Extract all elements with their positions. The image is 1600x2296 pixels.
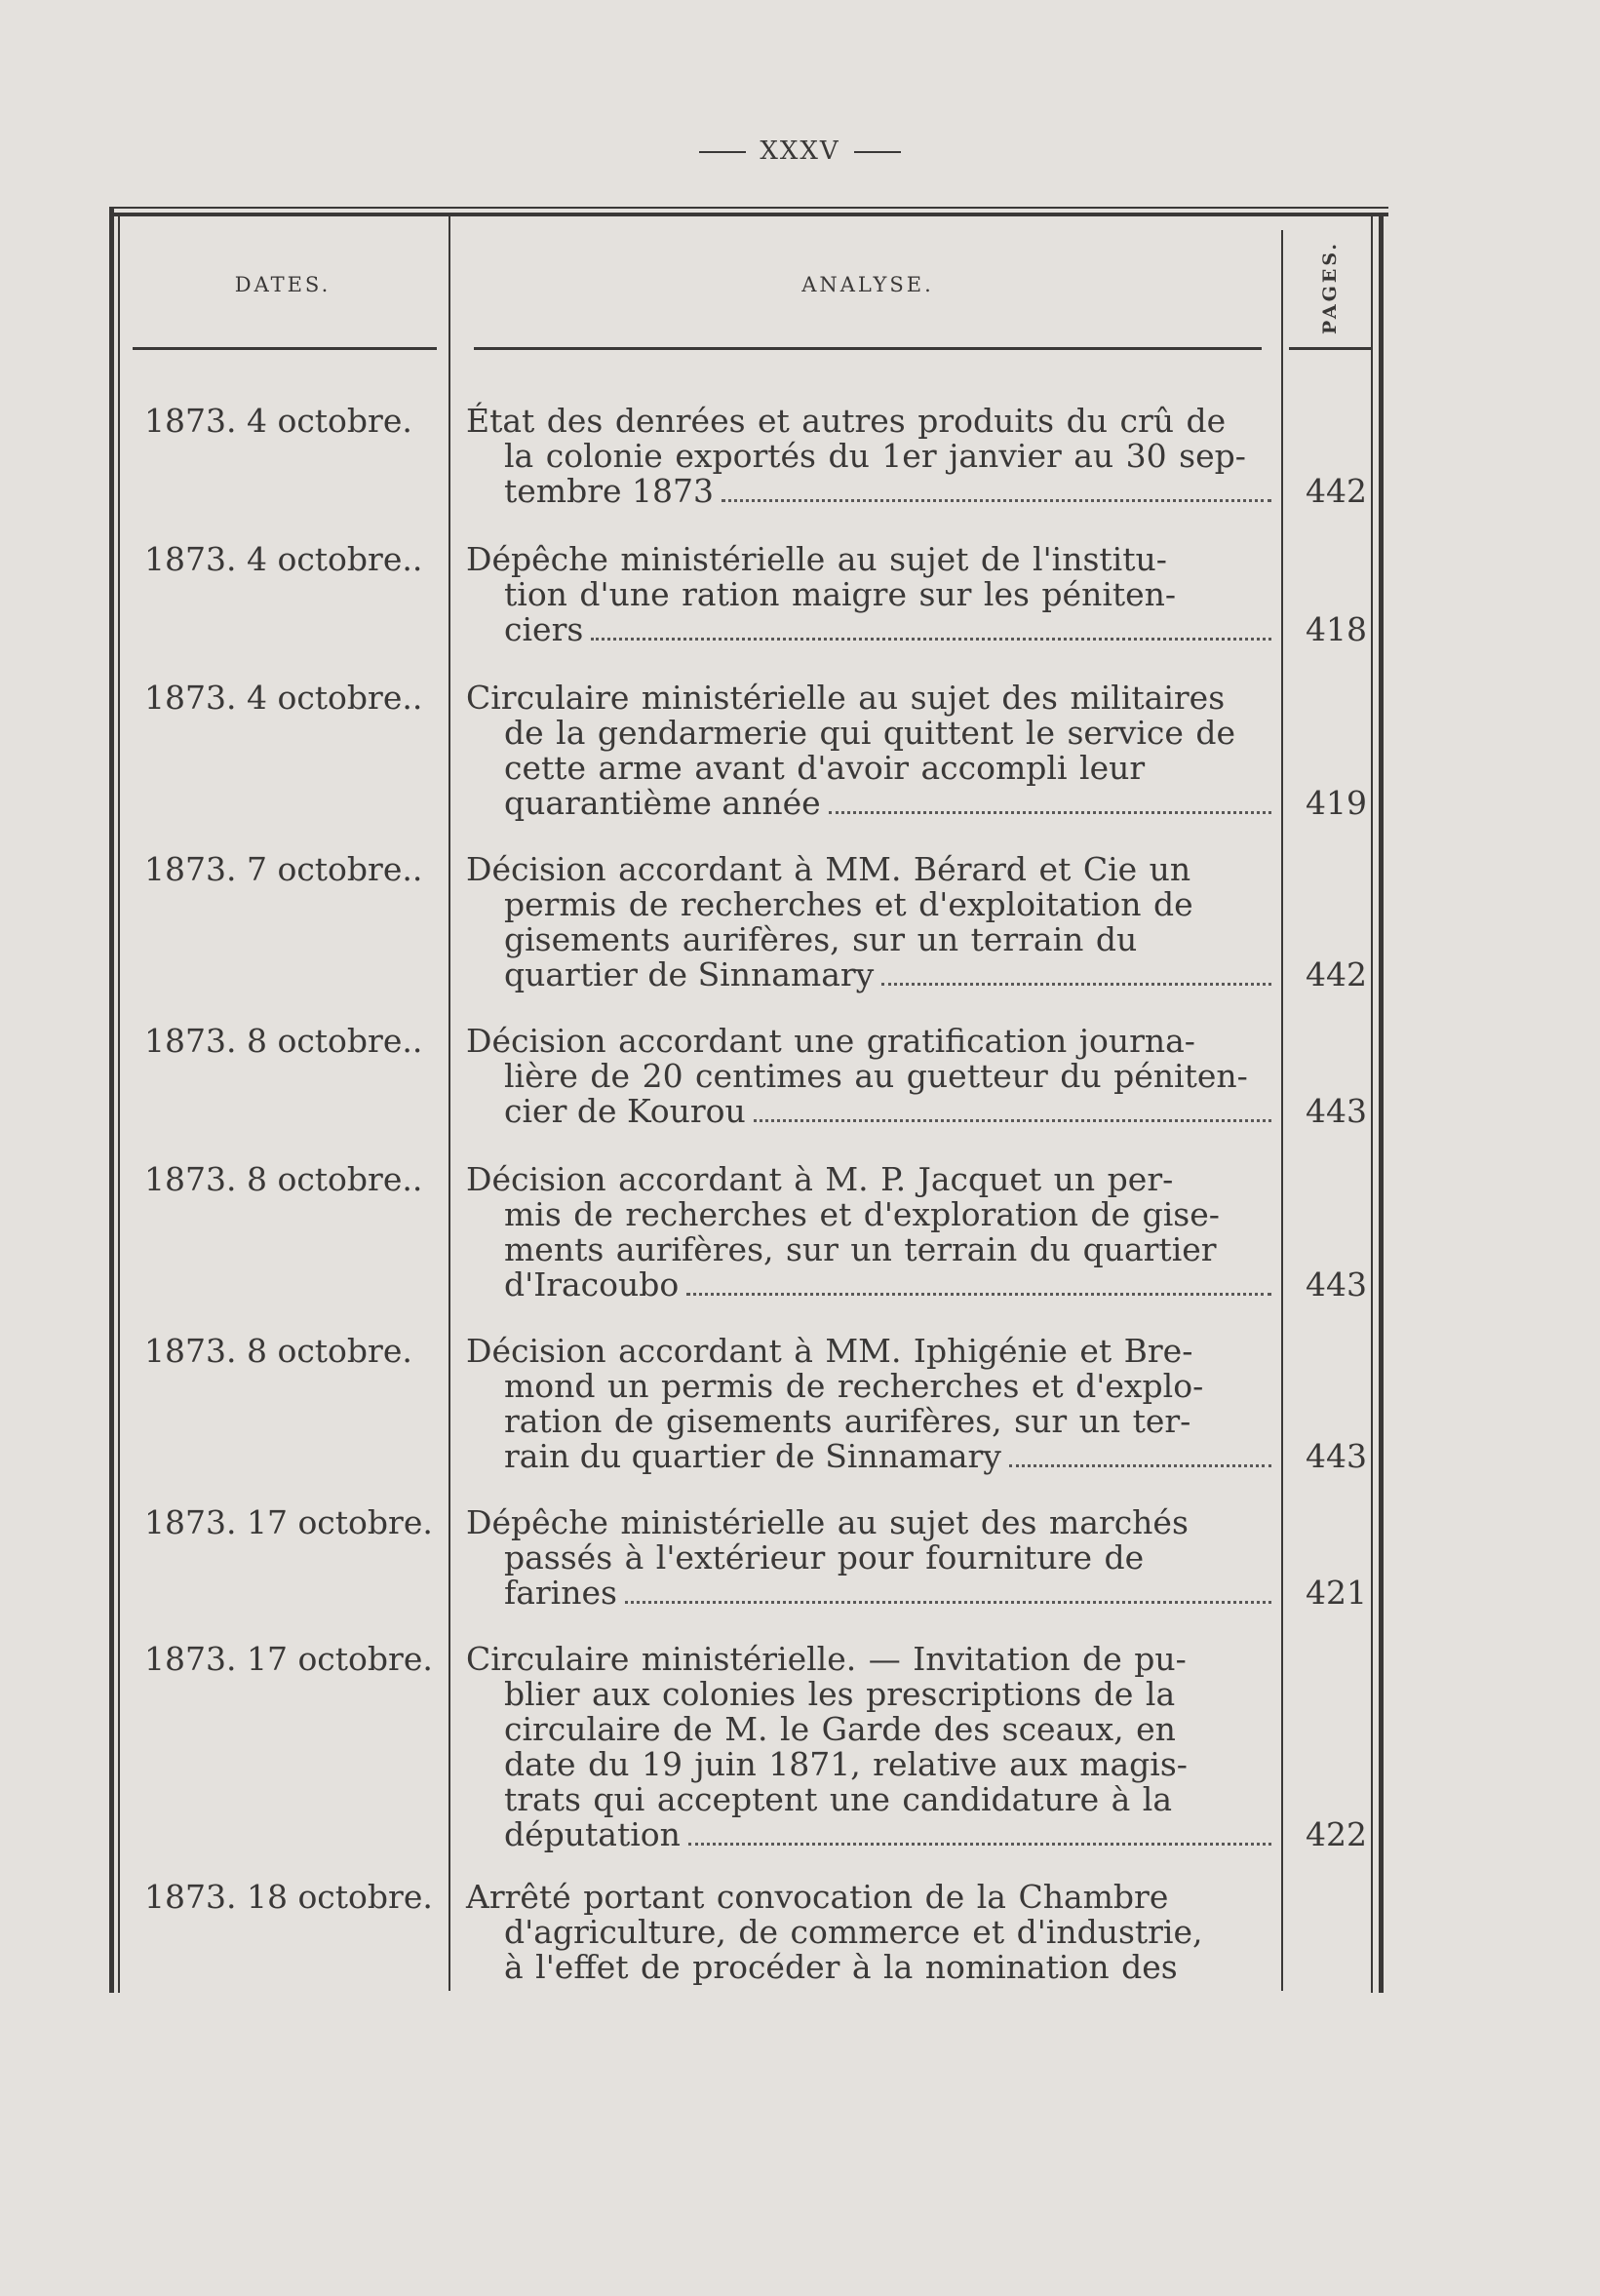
entry-date: 1873. 4 octobre..	[144, 540, 423, 578]
analysis-line	[466, 1712, 1271, 1747]
entry-date: 1873. 17 octobre.	[144, 1503, 433, 1541]
entry-page-number: 442	[1306, 955, 1367, 993]
analysis-line-text: cette arme avant d'avoir accompli leur	[504, 749, 1146, 787]
analysis-line-text: circulaire de M. le Garde des sceaux, en	[504, 1710, 1176, 1748]
table-top-rule-thick	[109, 213, 1388, 216]
column-header-pages	[1301, 229, 1359, 346]
analysis-line	[466, 1404, 1271, 1439]
dot-leader	[1009, 1463, 1271, 1467]
entry-analysis	[466, 1642, 1271, 1852]
analysis-line-text: quarantième année	[504, 784, 821, 822]
analysis-line	[466, 1915, 1271, 1950]
analysis-line	[466, 1782, 1271, 1817]
analysis-line	[466, 474, 1271, 509]
analysis-line-text: trats qui acceptent une candidature à la	[504, 1780, 1173, 1818]
analysis-line-text: mond un permis de recherches et d'explo-	[504, 1367, 1204, 1405]
analysis-line-text: tembre 1873	[504, 472, 714, 510]
analysis-line	[466, 1642, 1271, 1677]
analysis-line	[466, 1817, 1271, 1852]
analysis-line-text: Circulaire ministérielle. — Invitation de pu-	[466, 1640, 1187, 1678]
analysis-line-text: ration de gisements aurifères, sur un ter-	[504, 1402, 1191, 1440]
analysis-line	[466, 1505, 1271, 1540]
analysis-line	[466, 1024, 1271, 1059]
table-right-border	[1379, 216, 1384, 1993]
analysis-line	[466, 1576, 1271, 1611]
analysis-line	[466, 1369, 1271, 1404]
analysis-line	[466, 1747, 1271, 1782]
entry-date: 1873. 4 octobre.	[144, 402, 412, 440]
analysis-line	[466, 577, 1271, 612]
analysis-line-text: d'Iracoubo	[504, 1265, 680, 1304]
entry-date: 1873. 7 octobre..	[144, 850, 423, 888]
header-dash-left	[699, 151, 746, 153]
page-header	[0, 136, 1600, 166]
analysis-line-text: blier aux colonies les prescriptions de la	[504, 1675, 1176, 1713]
analysis-line-text: lière de 20 centimes au guetteur du péniten-	[504, 1057, 1248, 1095]
table-top-rule	[109, 207, 1388, 209]
column-header-dates: DATES.	[234, 273, 332, 296]
entry-page-number: 418	[1306, 610, 1367, 648]
entry-page-number: 422	[1306, 1815, 1367, 1853]
dot-leader	[754, 1118, 1271, 1122]
entry-analysis	[466, 1334, 1271, 1474]
dot-leader	[625, 1600, 1271, 1604]
entry-date: 1873. 8 octobre..	[144, 1022, 423, 1060]
analysis-line-text: Décision accordant à MM. Bérard et Cie un	[466, 850, 1191, 888]
column-header-pages-label: PAGES.	[1319, 240, 1341, 335]
analysis-line	[466, 1950, 1271, 1985]
analysis-line	[466, 439, 1271, 474]
analysis-line-text: rain du quartier de Sinnamary	[504, 1437, 1001, 1475]
dot-leader	[829, 810, 1271, 814]
analysis-line	[466, 1880, 1271, 1915]
entry-analysis	[466, 542, 1271, 647]
dot-leader	[686, 1292, 1271, 1296]
analysis-line	[466, 404, 1271, 439]
table-left-border-inner	[118, 216, 120, 1993]
entry-date: 1873. 17 octobre.	[144, 1640, 433, 1678]
analysis-line	[466, 1197, 1271, 1232]
analysis-line	[466, 612, 1271, 647]
analysis-line-text: tion d'une ration maigre sur les péniten-	[504, 575, 1177, 613]
entry-analysis	[466, 1880, 1271, 1985]
dot-leader	[722, 498, 1271, 502]
analysis-line-text: de la gendarmerie qui quittent le service de	[504, 714, 1236, 752]
dot-leader	[688, 1842, 1271, 1846]
analysis-line-text: ments aurifères, sur un terrain du quartier	[504, 1230, 1217, 1268]
column-divider-analyse	[1281, 230, 1283, 1991]
header-dash-right	[854, 151, 901, 153]
analysis-line	[466, 887, 1271, 922]
column-header-analyse: ANALYSE.	[801, 273, 934, 296]
analysis-line-text: mis de recherches et d'exploration de gise-	[504, 1195, 1220, 1233]
analysis-line-text: passés à l'extérieur pour fourniture de	[504, 1538, 1145, 1576]
entry-page-number: 443	[1306, 1092, 1367, 1130]
entry-page-number: 442	[1306, 472, 1367, 510]
header-underline-analyse	[474, 347, 1262, 350]
entry-page-number: 443	[1306, 1437, 1367, 1475]
analysis-line	[466, 1059, 1271, 1094]
analysis-line-text: quartier de Sinnamary	[504, 955, 875, 993]
analysis-line-text: cier de Kourou	[504, 1092, 746, 1130]
analysis-line-text: État des denrées et autres produits du crû de	[466, 402, 1227, 440]
table-right-border-inner	[1371, 216, 1373, 1993]
analysis-line-text: gisements aurifères, sur un terrain du	[504, 920, 1138, 958]
entry-date: 1873. 8 octobre..	[144, 1160, 423, 1198]
header-underline-pages	[1289, 347, 1371, 350]
analysis-line-text: Décision accordant à M. P. Jacquet un per-	[466, 1160, 1174, 1198]
analysis-line-text: date du 19 juin 1871, relative aux magis-	[504, 1745, 1188, 1783]
analysis-line-text: à l'effet de procéder à la nomination des	[504, 1948, 1178, 1986]
analysis-line	[466, 1439, 1271, 1474]
analysis-line	[466, 786, 1271, 821]
entry-date: 1873. 18 octobre.	[144, 1878, 433, 1916]
analysis-line-text: ciers	[504, 610, 584, 648]
analysis-line-text: Arrêté portant convocation de la Chambre	[466, 1878, 1169, 1916]
column-divider-dates	[449, 216, 450, 1991]
page-number: XXXV	[760, 136, 840, 166]
analysis-line	[466, 852, 1271, 887]
analysis-line-text: Décision accordant une gratification journa-	[466, 1022, 1195, 1060]
analysis-line-text: Décision accordant à MM. Iphigénie et Bre-	[466, 1332, 1193, 1370]
dot-leader	[591, 637, 1271, 641]
analysis-line-text: permis de recherches et d'exploitation de	[504, 885, 1193, 923]
analysis-line	[466, 1677, 1271, 1712]
analysis-line	[466, 1094, 1271, 1129]
entry-analysis	[466, 1024, 1271, 1129]
header-underline-dates	[133, 347, 437, 350]
analysis-line-text: farines	[504, 1574, 617, 1612]
analysis-line	[466, 681, 1271, 716]
analysis-line-text: Dépêche ministérielle au sujet des marchés	[466, 1503, 1189, 1541]
analysis-line	[466, 716, 1271, 751]
entry-page-number: 443	[1306, 1265, 1367, 1304]
analysis-line	[466, 922, 1271, 957]
analysis-line	[466, 957, 1271, 992]
analysis-line	[466, 1334, 1271, 1369]
analysis-line	[466, 1267, 1271, 1303]
entry-analysis	[466, 404, 1271, 509]
entry-analysis	[466, 852, 1271, 992]
analysis-line	[466, 1540, 1271, 1576]
dot-leader	[881, 982, 1271, 986]
entry-page-number: 421	[1306, 1574, 1367, 1612]
analysis-line	[466, 1232, 1271, 1267]
table-left-border	[109, 209, 114, 1993]
entry-date: 1873. 4 octobre..	[144, 679, 423, 717]
entry-date: 1873. 8 octobre.	[144, 1332, 412, 1370]
analysis-line	[466, 542, 1271, 577]
analysis-line-text: d'agriculture, de commerce et d'industrie,	[504, 1913, 1203, 1951]
analysis-line-text: Dépêche ministérielle au sujet de l'institu-	[466, 540, 1167, 578]
analysis-line-text: la colonie exportés du 1er janvier au 30 sep-	[504, 437, 1246, 475]
entry-analysis	[466, 681, 1271, 821]
analysis-line-text: Circulaire ministérielle au sujet des militaires	[466, 679, 1226, 717]
analysis-line	[466, 751, 1271, 786]
entry-analysis	[466, 1162, 1271, 1303]
entry-analysis	[466, 1505, 1271, 1611]
entry-page-number: 419	[1306, 784, 1367, 822]
analysis-line-text: députation	[504, 1815, 681, 1853]
analysis-line	[466, 1162, 1271, 1197]
